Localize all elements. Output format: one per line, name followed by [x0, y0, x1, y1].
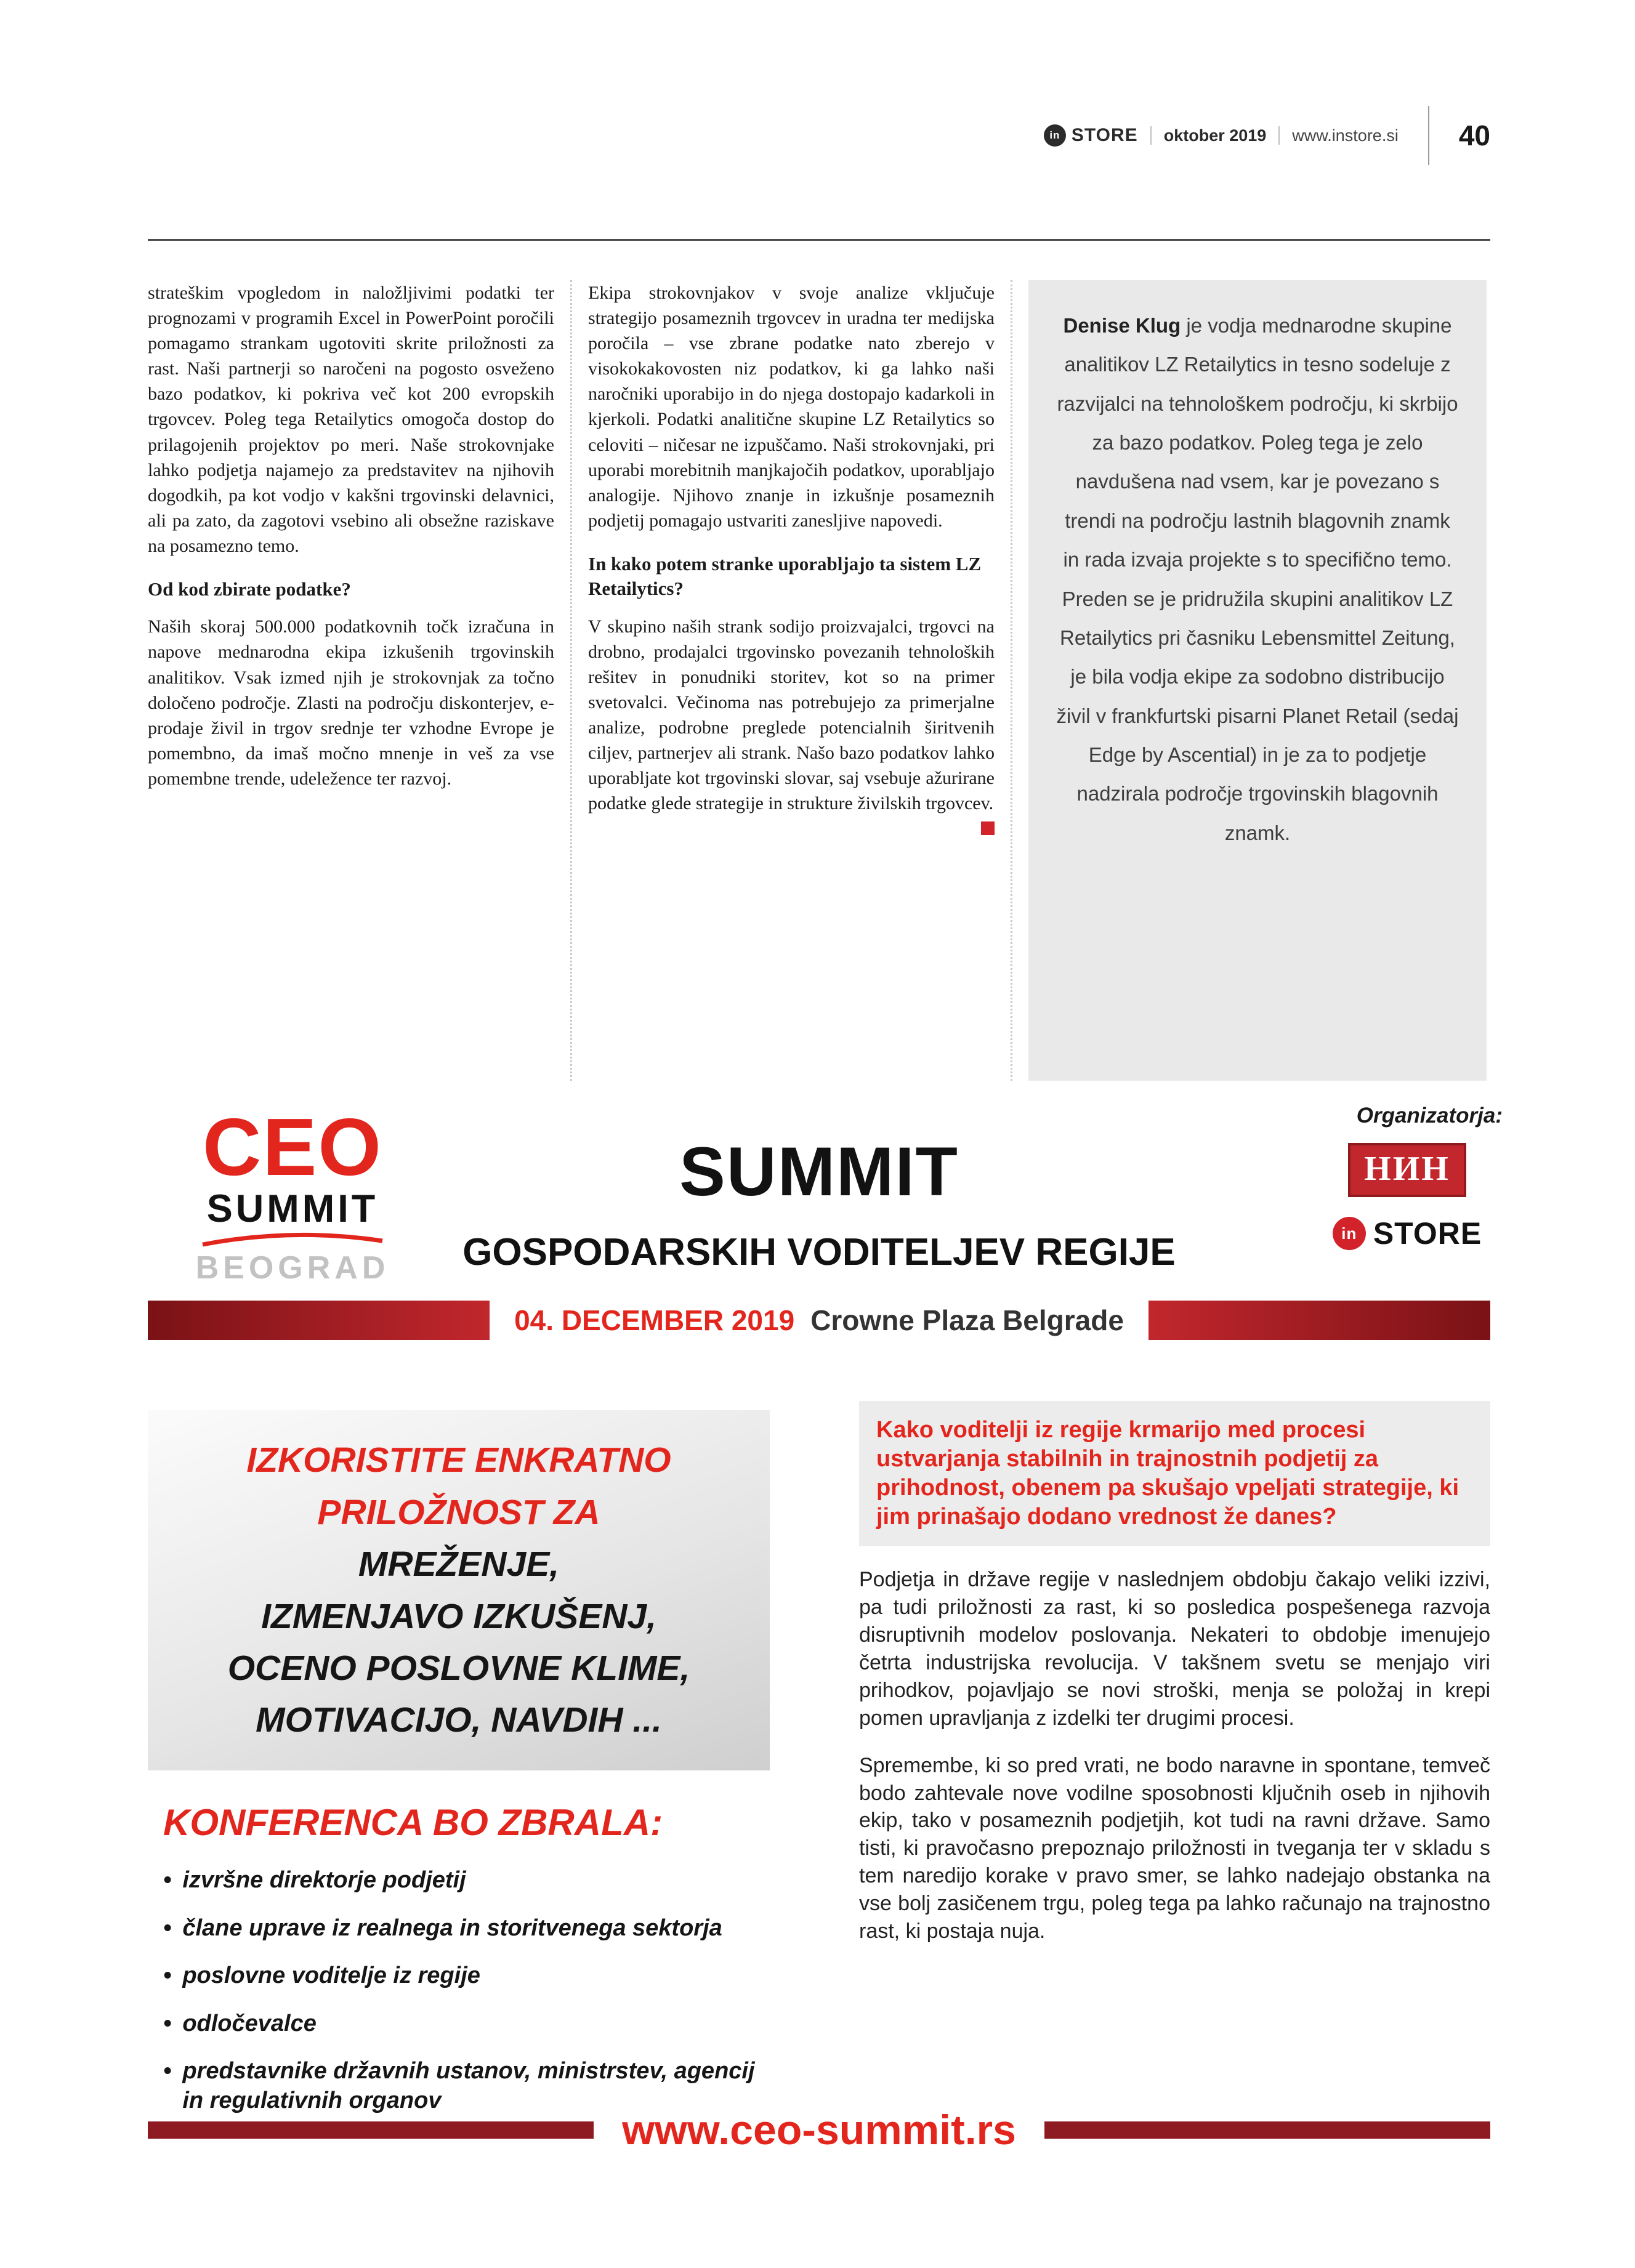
event-venue: Crowne Plaza Belgrade [810, 1304, 1124, 1336]
promo-line: IZMENJAVO IZKUŠENJ, [261, 1596, 656, 1636]
ceo-logo-beograd: BEOGRAD [195, 1250, 390, 1286]
ceo-logo-summit: SUMMIT [206, 1187, 379, 1231]
ad-paragraph: Podjetja in države regije v naslednjem obdobju čakajo veliki izzivi, pa tudi priložnosti za rast, ki so posledica pospešenega razvoja disruptivnih modelov poslovanja. Nekateri to obdobje imenujejo četrta industrijska revolucija. V takšnem svetu se menjajo viri prihodkov, pojavljajo se novi stroški, menja se položaj in krepi pomen upravljanja z izdelki ter drugimi procesi. [859, 1568, 1490, 1730]
header-meta [1044, 124, 1399, 147]
magazine-url: www.instore.si [1292, 126, 1399, 145]
event-website-url: www.ceo-summit.rs [622, 2107, 1016, 2153]
article-paragraph-text: V skupino naših strank sodijo proizvajalci, trgovci na drobno, prodajalci trgovinsko povezanih tehnoloških rešitev in ponudniki storitev, kot so na primer svetovalci. Večinoma nas potrebujejo za primerjalne analize, podrobne preglede potencialnih širitvenih ciljev, partnerjev ali strank. Našo bazo podatkov lahko uporabljate kot trgovinski slovar, saj vsebuje ažurirane podatke glede strategije in strukture živilskih trgovcev. [588, 616, 995, 814]
list-item [163, 2009, 767, 2039]
summit-title: SUMMIT [679, 1133, 959, 1210]
author-name: Denise Klug [1063, 314, 1181, 337]
author-bio-text: je vodja mednarodne skupine analitikov LZ Retailytics in tesno sodeluje z razvijalci na tehnološkem področju, ki skrbijo za bazo podatkov. Poleg tega je zelo navdušena nad vsem, kar je povezano s trendi na področju lastnih blagovnih znamk in rada izvaja projekte s to specifično temo. Preden se je pridružila skupini analitikov LZ Retailytics pri časniku Lebensmittel Zeitung, je bila vodja ekipe za sodobno distribucijo živil v frankfurtski pisarni Planet Retail (sedaj Edge by Ascential) in je za to podjetje nadzirala področje trgovinskih blagovnih znamk. [1056, 314, 1459, 844]
ceo-logo-swoosh-icon [200, 1232, 385, 1248]
promo-line: OCENO POSLOVNE KLIME, [227, 1648, 690, 1688]
article-body [148, 280, 1490, 1081]
conference-heading: KONFERENCA BO ZBRALA: [163, 1802, 663, 1843]
date-bar-left-segment [148, 1301, 490, 1340]
instore-circle-icon: in [1333, 1217, 1366, 1250]
list-item-text: predstavnike državnih ustanov, ministrstev, agencij in regulativnih organov [182, 2058, 755, 2113]
page-number: 40 [1458, 119, 1490, 151]
ad-right-column [859, 1401, 1490, 1945]
article-column-2 [570, 280, 1012, 1081]
article-column-1 [148, 280, 554, 1081]
list-item-text: člane uprave iz realnega in storitvenega sektorja [182, 1915, 722, 1941]
article-subheading: In kako potem stranke uporabljajo ta sistem LZ Retailytics? [588, 552, 982, 600]
author-bio-box [1028, 280, 1487, 1081]
list-item [163, 1914, 767, 1943]
summit-subtitle: GOSPODARSKIH VODITELJEV REGIJE [462, 1231, 1176, 1273]
nin-logo: НИН [1348, 1143, 1466, 1197]
article-end-mark [981, 821, 995, 835]
article-paragraph: strateškim vpogledom in naložljivimi podatki ter prognozami v programih Excel in PowerPoint poročili pomagamo strankam ugotoviti skrite priložnosti za rast. Naši partnerji so naročeni na pogosto osveženo bazo podatkov, ki pokriva več kot 200 evropskih trgovcev. Poleg tega Retailytics omogoča dostop do prilagojenih projektov po meri. Naše strokovnjake lahko podjetja najamejo za predstavitev na njihovih dogodkih, pa kot vodjo v kakšni trgovinski delavnici, ali pa zato, da zagotovi vsebino ali obsežne raziskave na posamezno temo. [148, 283, 554, 556]
promo-line: IZKORISTITE ENKRATNO [246, 1440, 671, 1480]
promo-line: PRILOŽNOST ZA [317, 1492, 600, 1532]
date-bar-right-segment [1149, 1301, 1490, 1340]
website-bar-left [148, 2121, 594, 2139]
bullet-icon: • [163, 1915, 172, 1941]
list-item-text: odločevalce [182, 2010, 317, 2036]
instore-logo-text: STORE [1071, 125, 1138, 145]
header-separator [1278, 126, 1280, 145]
instore-logo [1044, 124, 1138, 147]
bullet-icon: • [163, 2058, 172, 2084]
organizers-block [1306, 1104, 1509, 1251]
article-paragraph: Naših skoraj 500.000 podatkovnih točk izračuna in napove mednarodna ekipa izkušenih trgovinskih analitikov. Vsak izmed njih je strokovnjak za točno določeno področje. Zlasti na področju diskonterjev, e-prodaje živil in trgov srednje ter vzhodne Evrope je pomembno, da imaš močno mnenje in veš za vse pomembne trende, udeležence ter razvoj. [148, 616, 554, 789]
instore-organizer-logo [1306, 1216, 1509, 1251]
date-bar-center [490, 1301, 1149, 1340]
list-item-text: izvršne direktorje podjetij [182, 1867, 466, 1893]
article-subheading: Od kod zbirate podatke? [148, 578, 351, 600]
instore-logo-text: STORE [1373, 1216, 1482, 1251]
list-item [163, 1866, 767, 1895]
promo-box [148, 1410, 770, 1770]
event-website-row [148, 2106, 1490, 2154]
article-paragraph: Ekipa strokovnjakov v svoje analize vključuje strategijo posameznih trgovcev in uradna ter medijska poročila – vse zbrane podatke nato zberejo v visokokakovosten niz podatkov, ki ga lahko naši naročniki uporabijo in do njega dostopajo kadarkoli in kjerkoli. Podatki analitične skupine LZ Retailytics so celoviti – ničesar ne izpuščamo. Naši strokovnjaki, pri uporabi morebitnih manjkajočih podatkov, uporabljajo analogije. Njihovo znanje in izkušnje posameznih podjetij pomagajo ustvariti zanesljive napovedi. [588, 283, 995, 531]
header-rule [148, 239, 1490, 241]
page-number-divider [1428, 106, 1429, 165]
bullet-icon: • [163, 1963, 172, 1988]
event-date-bar [148, 1301, 1490, 1340]
ceo-logo-ceo: CEO [202, 1102, 383, 1192]
website-bar-right [1044, 2121, 1490, 2139]
bullet-icon: • [163, 1867, 172, 1893]
ad-paragraph: Spremembe, ki so pred vrati, ne bodo naravne in spontane, temveč bodo zahtevale nove vodilne sposobnosti ključnih oseb in njihovih ekip, tako v posameznih podjetjih, kot tudi na ravni države. Samo tisti, ki pravočasno prepoznajo priložnosti in tveganja ter v skladu s tem naredijo korake v pravo smer, se lahko nadejajo obstanka na vse bolj zasičenem trgu, poleg tega pa lahko računajo na trajnostno rast, ki postaja nuja. [859, 1753, 1490, 1943]
article-paragraph [588, 614, 995, 817]
promo-line: MREŽENJE, [358, 1544, 560, 1584]
issue-date: oktober 2019 [1163, 126, 1267, 145]
event-date: 04. DECEMBER 2019 [514, 1304, 795, 1336]
promo-line: MOTIVACIJO, NAVDIH ... [256, 1700, 662, 1740]
bullet-icon: • [163, 2010, 172, 2036]
header-separator [1150, 126, 1152, 145]
list-item [163, 1961, 767, 1991]
instore-circle-icon: in [1044, 124, 1066, 147]
organizers-label: Organizatorja: [1356, 1104, 1503, 1128]
ad-lead-question: Kako voditelji iz regije krmarijo med procesi ustvarjanja stabilnih in trajnostnih podjetij za prihodnost, obenem pa skušajo vpeljati strategije, ki jim prinašajo dodano vrednost že danes? [859, 1401, 1490, 1546]
page-header [148, 105, 1490, 166]
audience-list [163, 1866, 767, 2134]
list-item-text: poslovne voditelje iz regije [182, 1963, 480, 1988]
